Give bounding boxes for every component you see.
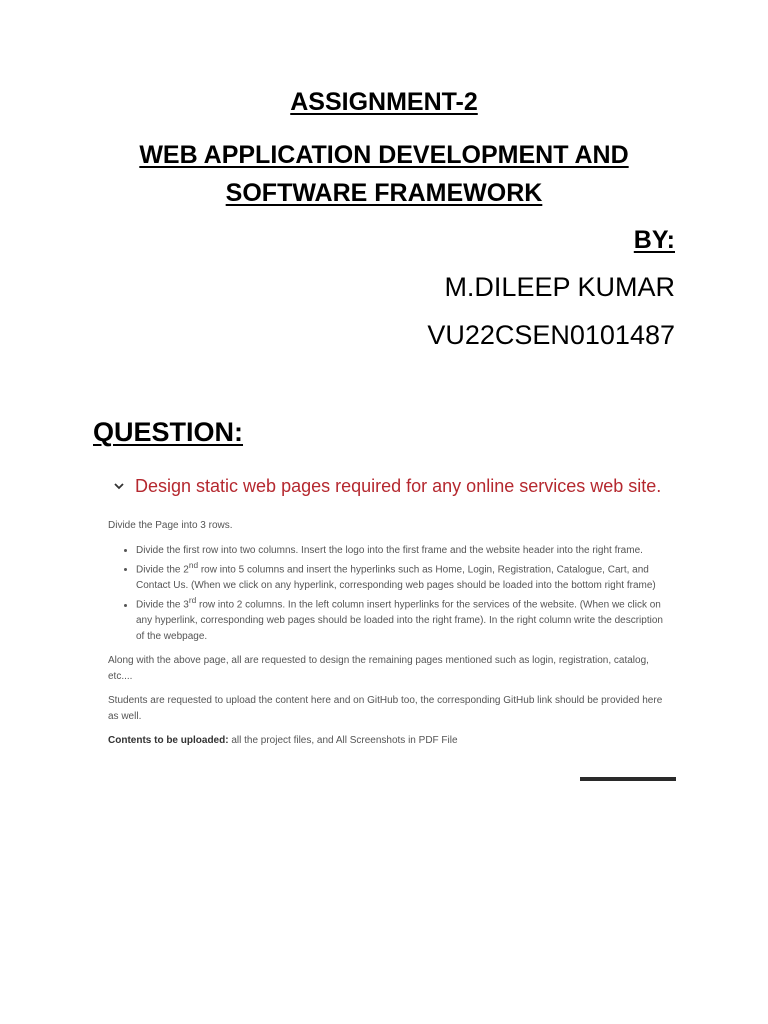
task-bullet-list [108, 543, 670, 645]
author-name: M.DILEEP KUMAR [444, 272, 675, 302]
task-title: Design static web pages required for any online services web site. [135, 476, 662, 496]
task-bullet-2: • Divide the 2nd row into 5 columns and insert the hyperlinks such as Home, Login, Registration, Catalogue, Cart, and Contact Us. (When we click on any hyperlink, corresponding web pages should be loaded into the bottom right frame) [136, 558, 670, 593]
question-label: QUESTION: [93, 417, 244, 447]
task-heading [114, 476, 661, 497]
task-contents-line: Contents to be uploaded: all the project files, and All Screenshots in PDF File [108, 735, 458, 747]
task-description [108, 518, 670, 758]
task-paragraph-1: Along with the above page, all are requested to design the remaining pages mentioned such as login, registration, catalog, etc.... [108, 655, 649, 682]
task-bullet-3: • Divide the 3rd row into 2 columns. In the left column insert hyperlinks for the services of the website. (When we click on any hyperlink, corresponding web pages should be loaded into the right frame). In the right column write the description of the webpage. [136, 593, 670, 644]
assignment-title: ASSIGNMENT-2 [290, 88, 478, 116]
subject-title [0, 136, 768, 212]
screenshot-edge-bar [580, 777, 676, 781]
subject-title-line2: SOFTWARE FRAMEWORK [225, 179, 543, 207]
question-screenshot [100, 468, 676, 784]
task-paragraph-2: Students are requested to upload the content here and on GitHub too, the corresponding GitHub link should be provided here as well. [108, 695, 663, 722]
task-intro: Divide the Page into 3 rows. [108, 520, 233, 531]
by-label: BY: [633, 226, 675, 254]
task-bullet-1: • Divide the first row into two columns. Insert the logo into the first frame and the website header into the right frame. [136, 543, 670, 559]
registration-number: VU22CSEN0101487 [427, 320, 675, 350]
chevron-down-icon [114, 482, 123, 491]
subject-title-line1: WEB APPLICATION DEVELOPMENT AND [139, 141, 629, 169]
